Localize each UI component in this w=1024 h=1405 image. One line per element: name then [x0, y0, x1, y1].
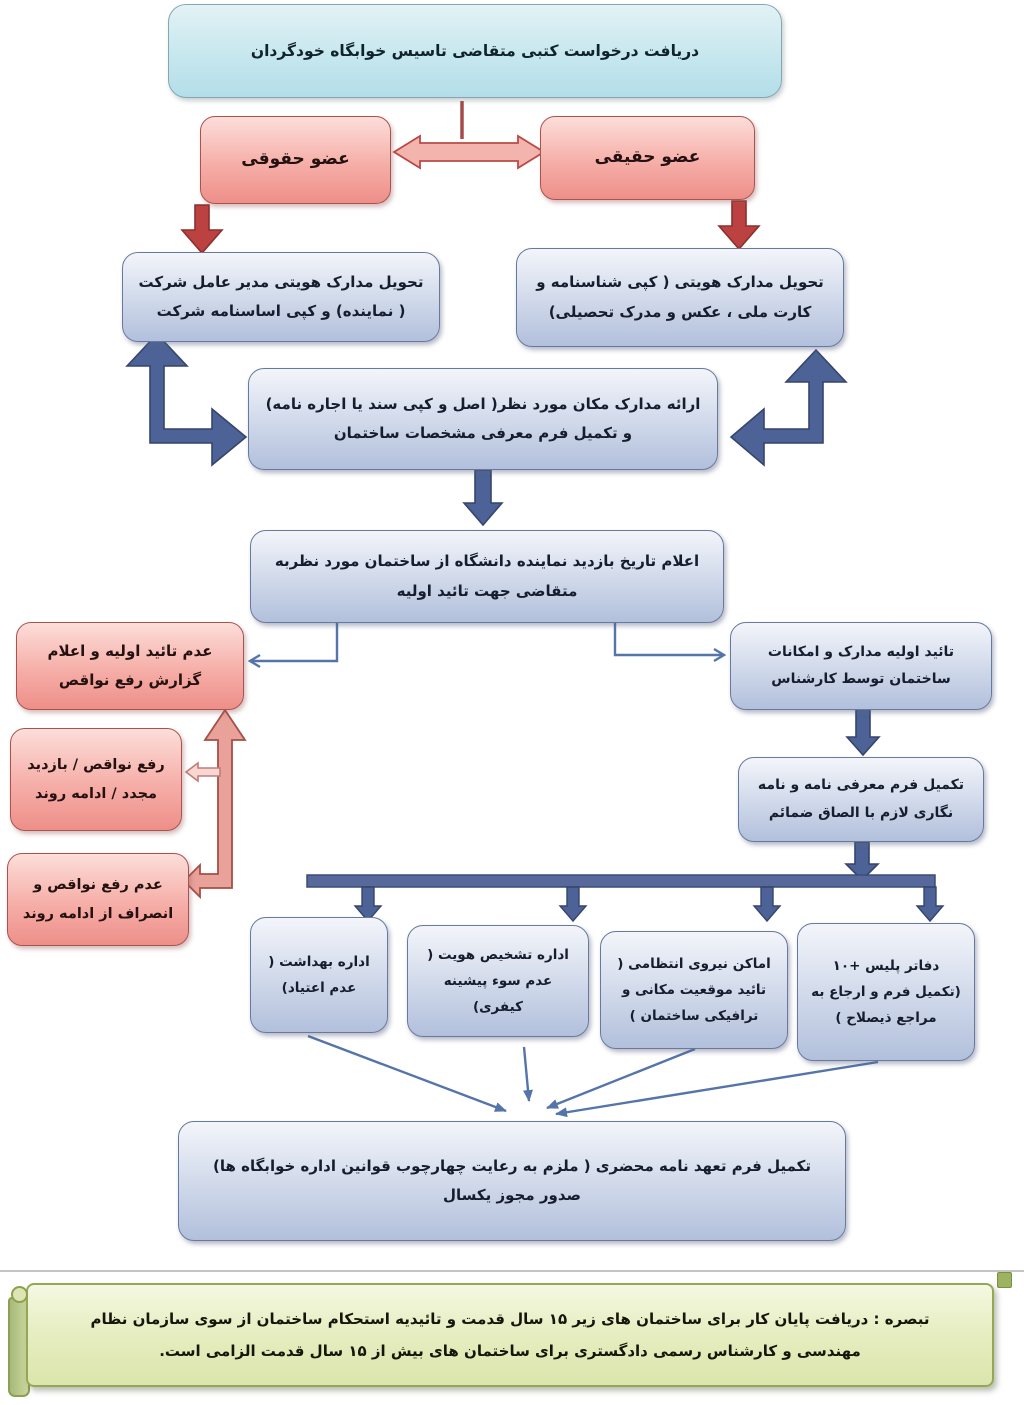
identity-to-commitment-line — [524, 1047, 529, 1101]
branch-arrow-police-places — [754, 887, 780, 921]
node-not-fixed — [7, 853, 189, 946]
approved-down-arrow — [847, 709, 879, 755]
node-natural-docs — [516, 248, 844, 347]
node-police-places-label: اماکن نیروی انتظامی ( تائید موقعیت مکانی و ترافیکی ساختمان ) — [617, 955, 771, 1025]
node-identity-office-label: اداره تشخیص هویت ( عدم سوء پیشینه کیفری) — [427, 946, 569, 1016]
node-natural-docs-label: تحویل مدارک هویتی ( کپی شناسنامه و کارت ملی ، عکس و مدرک تحصیلی) — [536, 273, 824, 321]
fix-defects-small-arrow — [186, 763, 220, 781]
node-fix-defects — [10, 728, 182, 831]
node-police10-label: دفاتر پلیس +۱۰ (تکمیل فرم و ارجاع به مراجع ذیصلاح ) — [811, 957, 961, 1027]
visit-to-notapproved-line — [250, 623, 337, 661]
node-commitment — [178, 1121, 846, 1241]
branch-arrow-identity — [560, 887, 586, 921]
note-label: تبصره : دریافت پایان کار برای ساختمان های زیر ۱۵ سال قدمت و تائیدیه استحکام ساختمان از سوی سازمان نظام مهندسی و کارشناس رسمی دادگستری برای ساختمان های بیش از ۱۵ سال قدمت الزامی است. — [90, 1309, 930, 1360]
natural-down-arrow — [719, 201, 759, 249]
node-location-docs — [248, 368, 718, 470]
scroll-corner-mark — [997, 1272, 1012, 1288]
police10-to-commitment-line — [556, 1062, 878, 1114]
node-health-office-label: اداره بهداشت ( عدم اعتیاد) — [268, 953, 370, 996]
health-to-commitment-line — [308, 1036, 506, 1111]
node-visit-date — [250, 530, 724, 623]
node-identity-office — [407, 925, 589, 1037]
node-legal-member-label: عضو حقوقی — [241, 149, 350, 170]
note-box — [26, 1283, 994, 1387]
node-approved — [730, 622, 992, 710]
node-location-docs-label: ارائه مدارک مکان مورد نظر( اصل و کپی سند یا اجاره نامه) و تکمیل فرم معرفی مشخصات ساختمان — [265, 394, 701, 442]
legal-down-arrow — [182, 205, 222, 253]
branch-arrow-health — [355, 887, 381, 921]
node-legal-member — [200, 116, 391, 204]
node-approved-label: تائید اولیه مدارک و امکانات ساختمان توسط کارشناس — [767, 643, 955, 687]
node-fix-defects-label: رفع نواقص / بازدید مجدد / ادامه روند — [27, 757, 165, 802]
node-not-approved — [16, 622, 244, 710]
node-start-label: دریافت درخواست کتبی متقاضی تاسیس خوابگاه خودگردان — [250, 41, 700, 60]
node-legal-docs — [122, 252, 440, 342]
node-natural-member-label: عضو حقیقی — [594, 147, 701, 168]
node-not-approved-label: عدم تائید اولیه و اعلام گزارش رفع نواقص — [47, 641, 213, 689]
defects-loop-arrow — [184, 710, 245, 897]
node-visit-date-label: اعلام تاریخ بازدید نماینده دانشگاه از ساختمان مورد نظربه متقاضی جهت تائید اولیه — [274, 552, 700, 600]
node-letter-form-label: تکمیل فرم معرفی نامه و نامه نگاری لازم با الصاق ضمائم — [757, 777, 965, 821]
node-commitment-label: تکمیل فرم تعهد نامه محضری ( ملزم به رعایت چهارچوب قوانین اداره خوابگاه ها) صدور مجوز یکسال — [212, 1156, 812, 1204]
police-places-to-commitment-line — [547, 1049, 695, 1108]
node-start — [168, 4, 782, 98]
node-legal-docs-label: تحویل مدارک هویتی مدیر عامل شرکت ( نماینده) و کپی اساسنامه شرکت — [138, 272, 424, 320]
note-top-divider — [0, 1270, 1024, 1272]
node-police10 — [797, 923, 975, 1061]
node-letter-form — [738, 757, 984, 842]
node-police-places — [600, 931, 788, 1049]
branch-bar — [307, 875, 935, 887]
node-natural-member — [540, 116, 755, 200]
left-elbow-arrow — [127, 334, 246, 465]
visit-to-approved-line — [615, 623, 724, 655]
branch-arrow-police10 — [917, 887, 943, 921]
members-double-arrow — [394, 136, 544, 168]
scroll-curl-icon — [11, 1286, 28, 1303]
node-not-fixed-label: عدم رفع نواقص و انصراف از ادامه روند — [22, 877, 174, 922]
location-down-arrow — [464, 470, 502, 525]
node-health-office — [250, 917, 388, 1033]
right-elbow-arrow — [731, 350, 846, 465]
